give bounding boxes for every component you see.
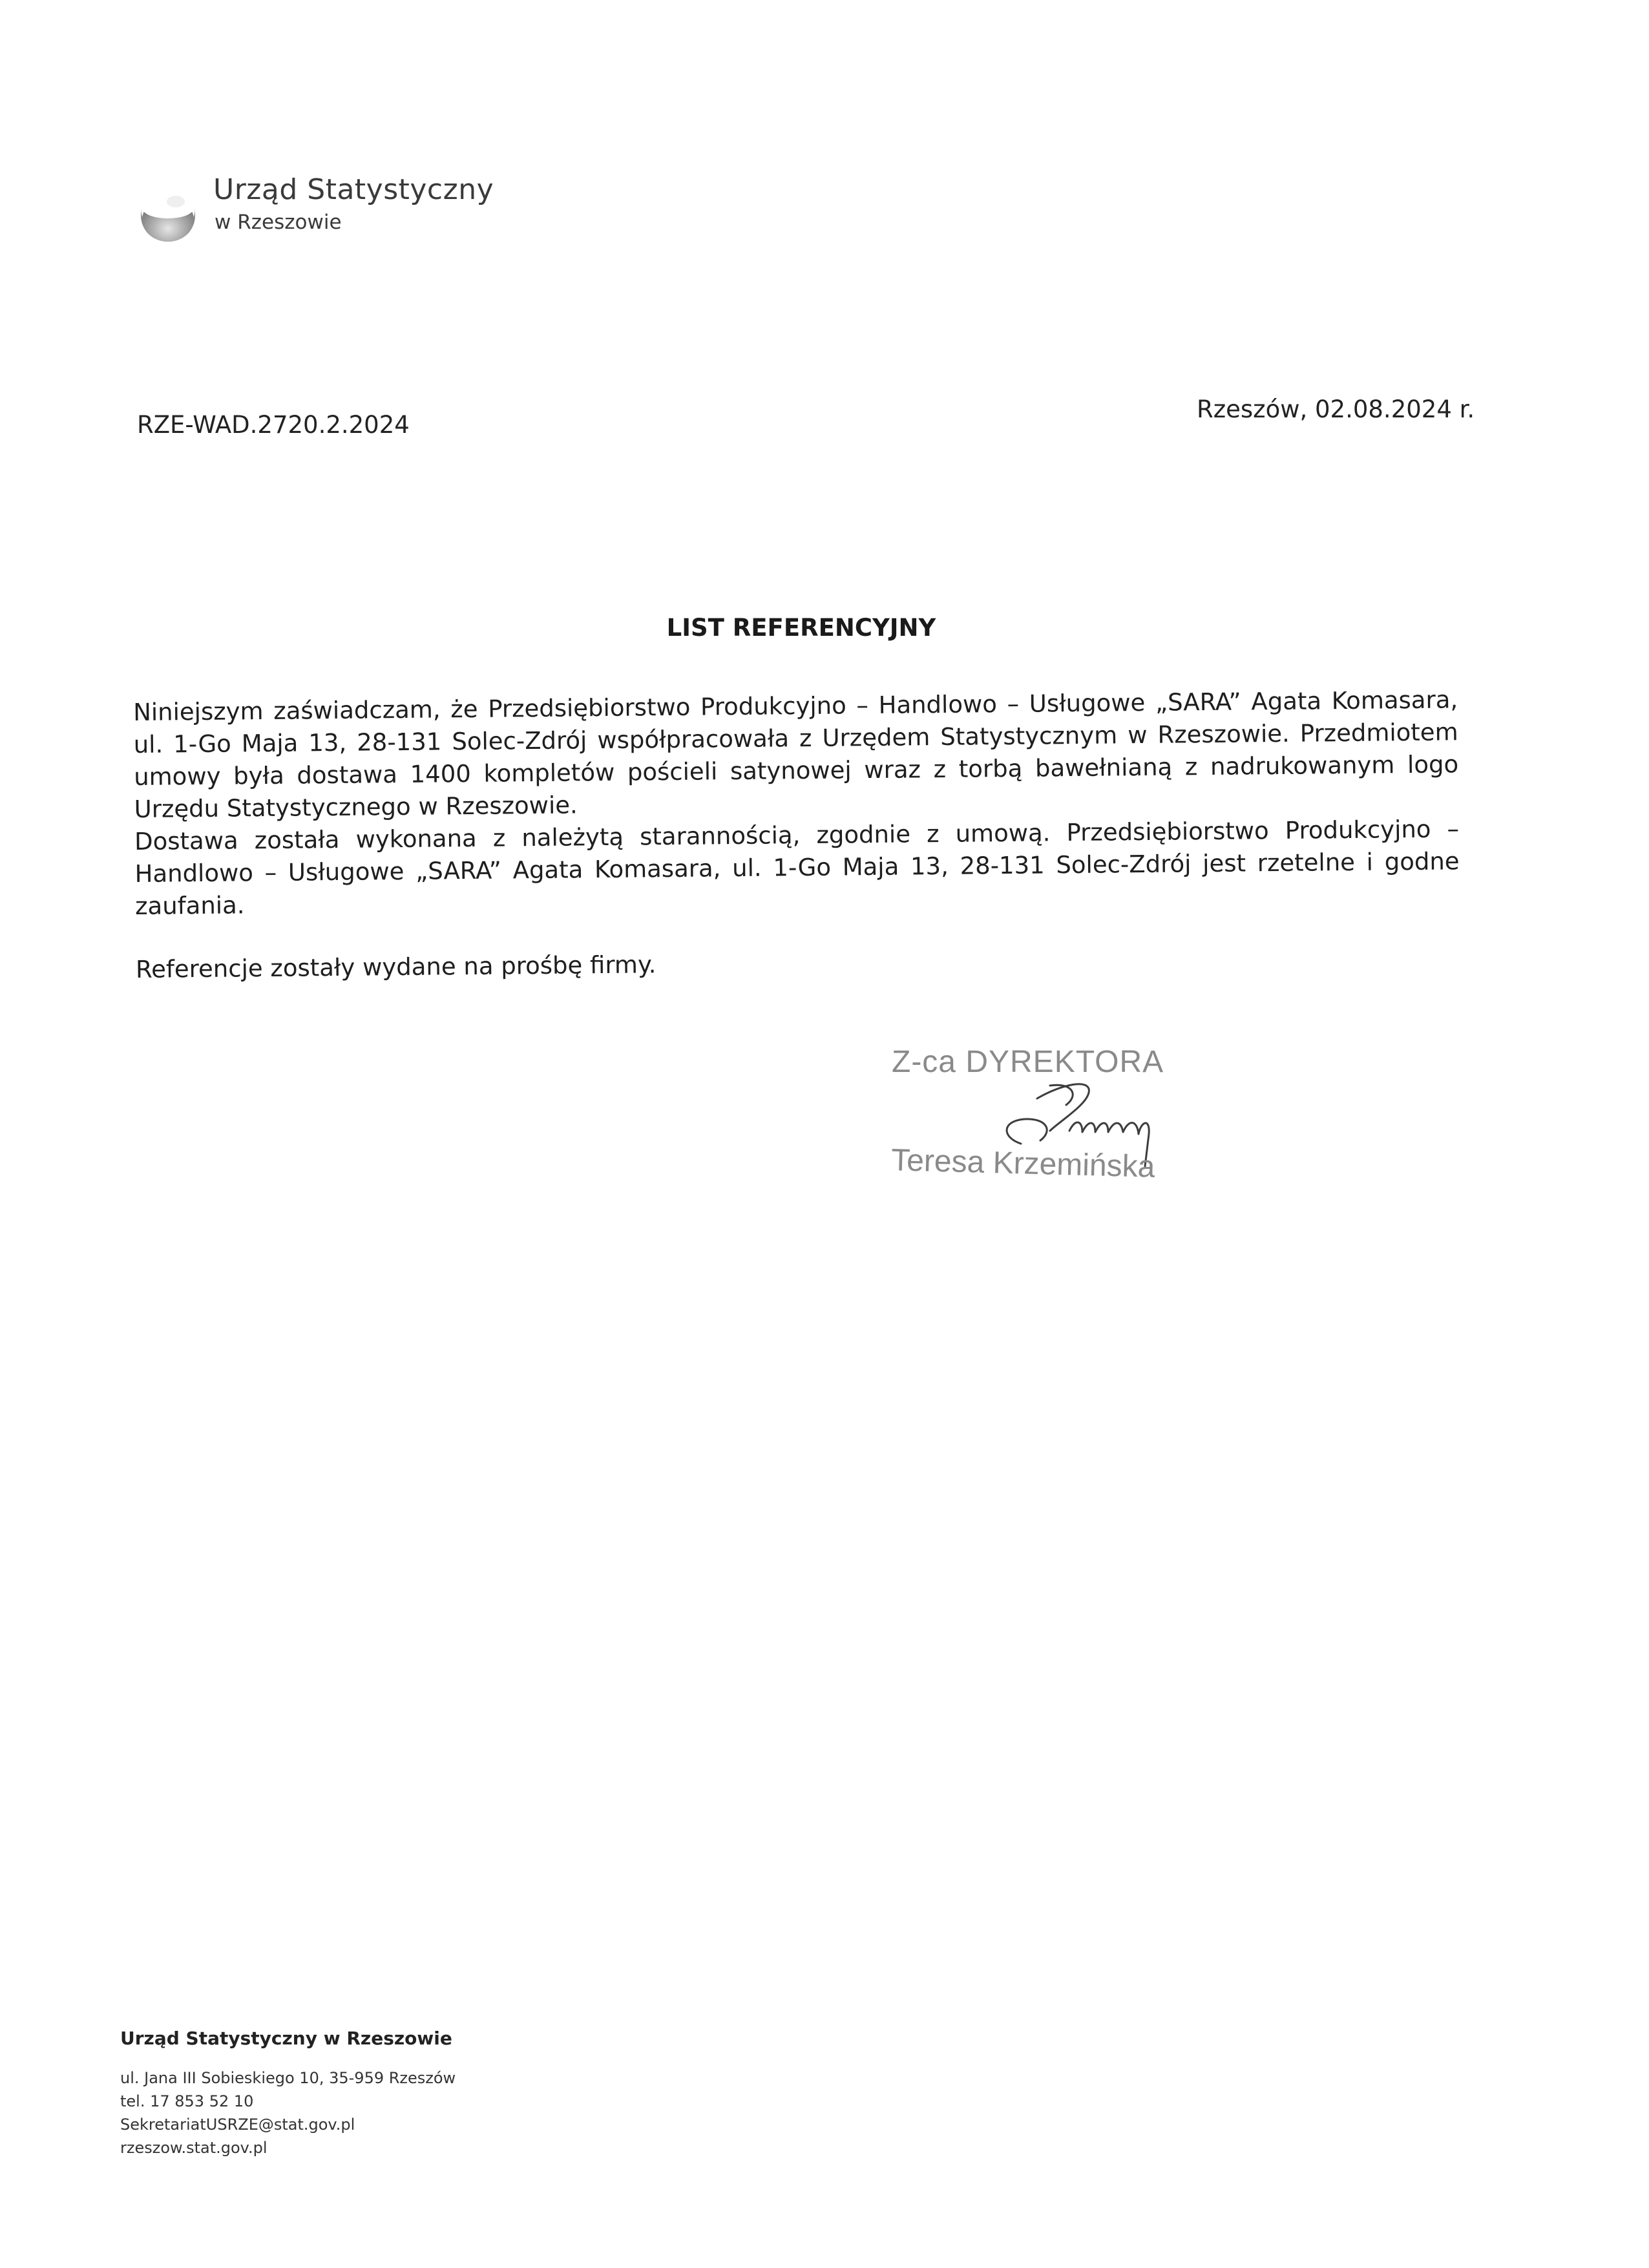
- letterhead-subname: w Rzeszowie: [215, 211, 342, 234]
- document-title: LIST REFERENCYJNY: [666, 614, 936, 642]
- reference-number: RZE-WAD.2720.2.2024: [137, 411, 410, 439]
- office-logo-icon: [137, 182, 199, 244]
- footer-title: Urząd Statystyczny w Rzeszowie: [120, 2028, 452, 2049]
- body-paragraph: Dostawa została wykonana z należytą starannością, zgodnie z umową. Przedsiębiorstwo Produkcyjno – Handlowo – Usługowe „SARA” Agata Komasara, ul. 1-Go Maja 13, 28-131 Solec-Zdrój jest rzetelne i godne zaufania.: [134, 815, 1460, 920]
- body-paragraph: Niniejszym zaświadczam, że Przedsiębiorstwo Produkcyjno – Handlowo – Usługowe „SARA” Agata Komasara, ul. 1-Go Maja 13, 28-131 Solec-Zdrój współpracowała z Urzędem Statystycznym w Rzeszowie. Przedmiotem umowy była dostawa 1400 kompletów pościeli satynowej wraz z torbą bawełnianą z nadrukowanym logo Urzędu Statystycznego w Rzeszowie.: [133, 686, 1459, 823]
- body-paragraph: Referencje zostały wydane na prośbę firmy.: [135, 950, 656, 983]
- stamp-role: Z-ca DYREKTORA: [892, 1045, 1164, 1079]
- footer-website: rzeszow.stat.gov.pl: [120, 2139, 268, 2157]
- letter-body: [133, 684, 1460, 986]
- footer-contact: [120, 2066, 456, 2159]
- document-date: Rzeszów, 02.08.2024 r.: [1197, 395, 1475, 423]
- footer-phone: tel. 17 853 52 10: [120, 2092, 254, 2110]
- footer-email: SekretariatUSRZE@stat.gov.pl: [120, 2116, 355, 2134]
- stamp-name: Teresa Krzemińska: [890, 1142, 1155, 1184]
- footer-address: ul. Jana III Sobieskiego 10, 35-959 Rzeszów: [120, 2069, 456, 2087]
- signature-stamp: [892, 1034, 1228, 1202]
- letterhead-name: Urząd Statystyczny: [213, 173, 494, 206]
